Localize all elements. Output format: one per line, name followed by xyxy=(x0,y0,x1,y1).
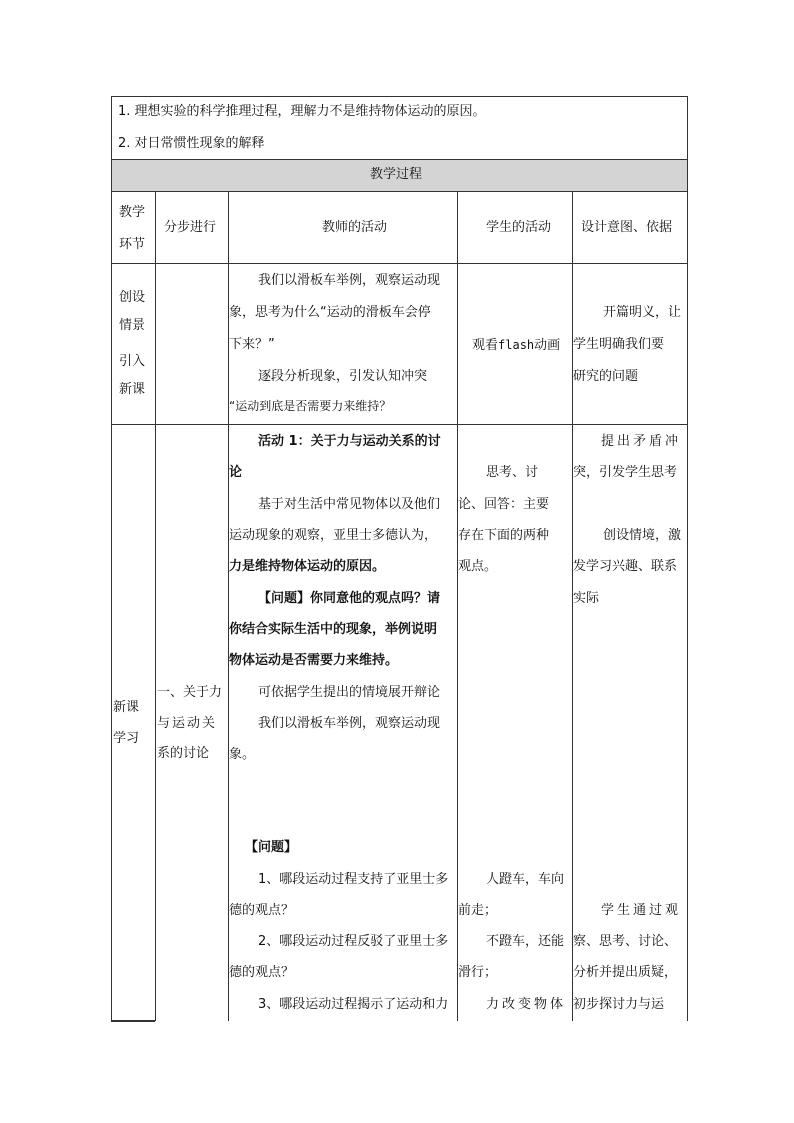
row2-teacher-text: 我们以滑板车举例，观察运动现 xyxy=(258,716,441,731)
row1-teacher-text: “运动到底是否需要力来维持？ xyxy=(229,399,392,413)
row2-student-text: 不蹬车，还能 xyxy=(486,934,565,949)
row2-student-text: 滑行； xyxy=(458,965,498,980)
question-text: 你结合实际生活中的现象，举例说明 xyxy=(229,622,438,637)
question-heading: 【问题】 xyxy=(245,840,298,855)
row2-design-text: 提出矛盾冲 xyxy=(601,434,682,449)
row2-student-text: 前走； xyxy=(458,903,498,918)
table-border-top xyxy=(111,96,688,97)
row2-design-text: 察、思考、讨论、 xyxy=(573,934,678,949)
header-stage: 环节 xyxy=(119,237,146,252)
row1-student-prefix: 观看 xyxy=(472,338,499,353)
row2-design-text: 分析并提出质疑， xyxy=(573,965,678,980)
row2-student-text: 力改变物体 xyxy=(486,997,567,1012)
row2-student-text: 思考、讨 xyxy=(486,465,539,480)
question-item: 德的观点？ xyxy=(229,965,295,980)
row2-stage: 新课 xyxy=(113,700,140,715)
row2-teacher-text: 运动现象的观察，亚里士多德认为， xyxy=(229,528,438,543)
column-divider xyxy=(457,191,458,1021)
table-divider xyxy=(111,424,688,425)
row2-design-text: 发学习兴趣、联系 xyxy=(573,559,678,574)
row2-step: 系的讨论 xyxy=(157,746,210,761)
row2-teacher-text: 象。 xyxy=(229,747,256,762)
row2-design-text: 初步探讨力与运 xyxy=(573,997,665,1012)
objective-line-2: 2. 对日常惯性现象的解释 xyxy=(118,136,265,151)
question-item: 3、哪段运动过程揭示了运动和力 xyxy=(258,997,449,1012)
row1-teacher-text: 下来？” xyxy=(229,337,275,352)
row2-student-text: 观点。 xyxy=(458,559,498,574)
row1-design-text: 研究的问题 xyxy=(573,369,639,384)
row2-stage: 学习 xyxy=(113,731,140,746)
row1-design-text: 学生明确我们要 xyxy=(573,337,665,352)
table-border-left xyxy=(111,96,112,1021)
row1-student-mono: flash xyxy=(498,338,535,352)
header-teacher: 教师的活动 xyxy=(322,220,388,235)
row2-teacher-emphasis: 力是维持物体运动的原因。 xyxy=(229,559,386,574)
question-item: 2、哪段运动过程反驳了亚里士多 xyxy=(258,934,449,949)
table-divider xyxy=(111,263,688,264)
row2-design-text: 突，引发学生思考 xyxy=(573,465,678,480)
objective-line-1: 1. 理想实验的科学推理过程，理解力不是维持物体运动的原因。 xyxy=(118,104,486,119)
activity-title: 活动 1：关于力与运动关系的讨 xyxy=(258,434,441,449)
row1-teacher-text: 象，思考为什么“运动的滑板车会停 xyxy=(229,305,431,320)
row1-stage: 新课 xyxy=(119,382,146,397)
question-item: 德的观点？ xyxy=(229,903,295,918)
header-design: 设计意图、依据 xyxy=(581,220,673,235)
question-text: 物体运动是否需要力来维持。 xyxy=(229,653,399,668)
header-stage: 教学 xyxy=(119,205,146,220)
row1-design-text: 开篇明义，让 xyxy=(603,305,682,320)
table-border-bottom xyxy=(111,1020,155,1022)
row1-stage: 情景 xyxy=(119,318,146,333)
section-title: 教学过程 xyxy=(370,167,423,182)
row2-design-text: 实际 xyxy=(573,591,600,606)
row2-student-text: 论、回答：主要 xyxy=(458,497,550,512)
row2-teacher-text: 可依据学生提出的情境展开辩论 xyxy=(258,685,441,700)
row1-teacher-text: 逐段分析现象，引发认知冲突 xyxy=(258,369,428,384)
row2-step: 一、关于力 xyxy=(157,685,223,700)
column-divider xyxy=(155,191,156,1021)
row1-student-text xyxy=(472,337,560,354)
row2-step: 与运动关 xyxy=(157,716,218,731)
row2-teacher-text: 基于对生活中常见物体以及他们 xyxy=(258,497,441,512)
table-border-right xyxy=(687,96,688,1021)
activity-title: 论 xyxy=(229,465,243,480)
row1-stage: 创设 xyxy=(119,290,146,305)
header-student: 学生的活动 xyxy=(486,220,552,235)
row1-teacher-text: 我们以滑板车举例，观察运动现 xyxy=(258,273,441,288)
row1-student-suffix: 动画 xyxy=(534,338,561,353)
row2-student-text: 存在下面的两种 xyxy=(458,528,550,543)
header-step: 分步进行 xyxy=(164,220,217,235)
table-divider xyxy=(111,191,688,192)
question-text: 【问题】你同意他的观点吗？请 xyxy=(258,591,441,606)
row2-student-text: 人蹬车，车向 xyxy=(486,872,565,887)
row2-design-text: 创设情境，激 xyxy=(603,528,682,543)
row2-design-text: 学生通过观 xyxy=(601,903,682,918)
question-item: 1、哪段运动过程支持了亚里士多 xyxy=(258,872,449,887)
row1-stage: 引入 xyxy=(119,354,146,369)
